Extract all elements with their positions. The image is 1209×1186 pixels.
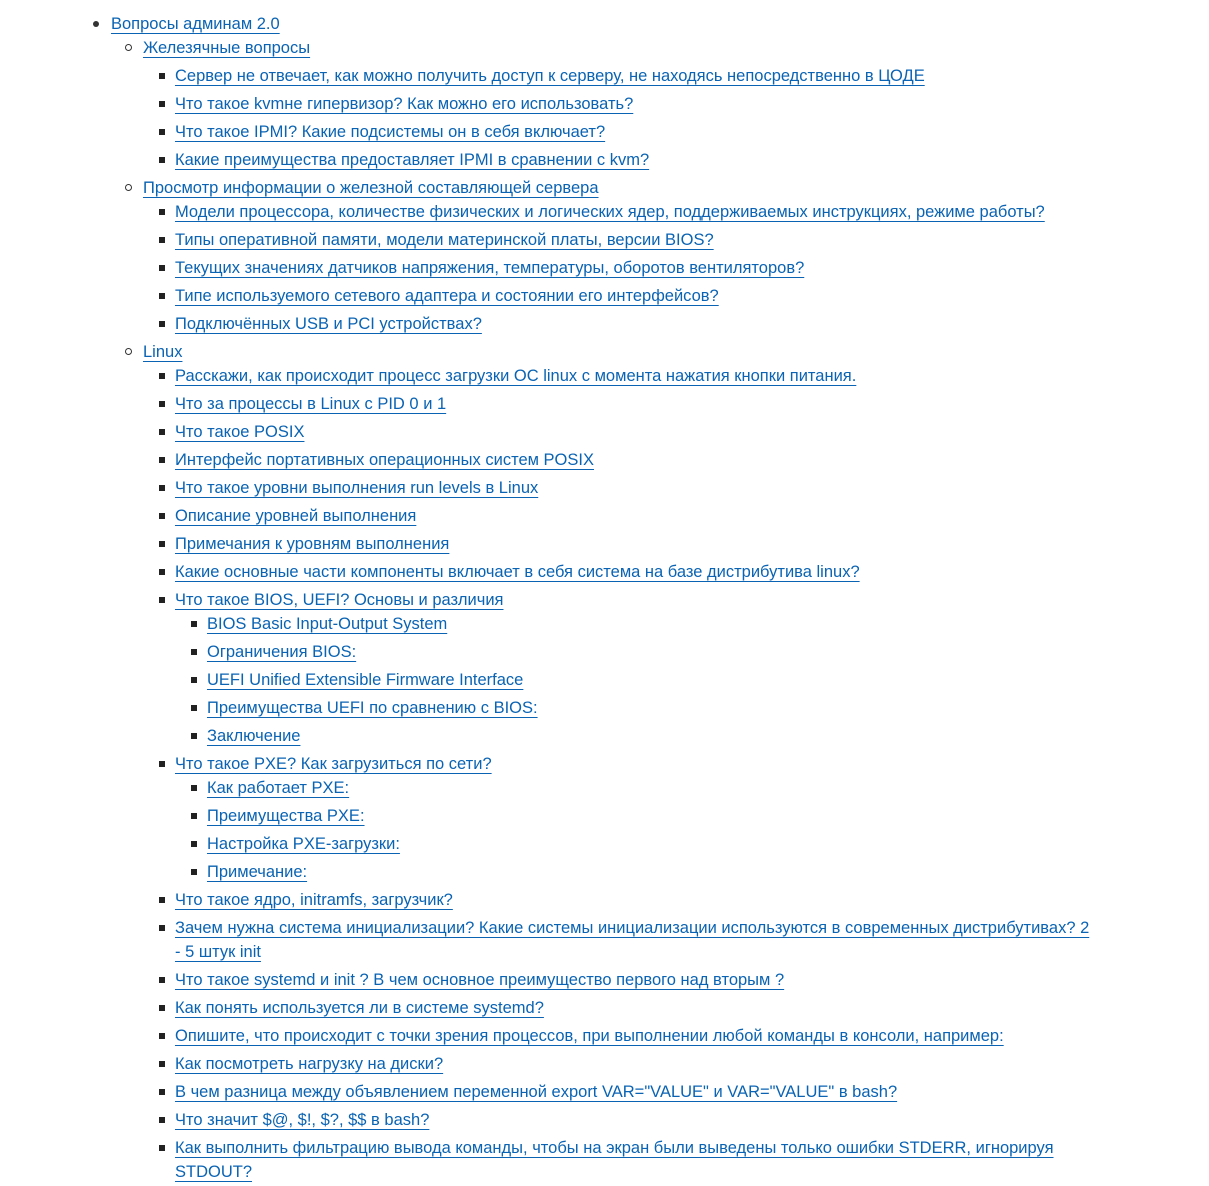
toc-item-link[interactable]: Как понять используется ли в системе systemd? [175,999,544,1017]
toc-item [0,120,1209,144]
toc-subitem [0,696,1209,720]
bullet-square-icon [159,293,165,299]
toc-item [0,256,1209,280]
toc-item-link[interactable]: Подключённых USB и PCI устройствах? [175,315,482,333]
toc-level-4 [0,612,1209,748]
toc-subitem [0,668,1209,692]
toc-item [0,1052,1209,1076]
toc-item-link[interactable]: Какие основные части компоненты включает в себя система на базе дистрибутива linux? [175,563,860,581]
toc-item-link[interactable]: Что такое POSIX [175,423,305,441]
toc-item-link[interactable]: Что такое BIOS, UEFI? Основы и различия [175,591,504,609]
toc-subitem [0,832,1209,856]
toc-item [0,968,1209,992]
toc-item-link[interactable]: Опишите, что происходит с точки зрения процессов, при выполнении любой команды в консоли, например: [175,1027,1004,1045]
bullet-square-icon [159,925,165,931]
bullet-square-icon [159,373,165,379]
bullet-square-icon [159,761,165,767]
bullet-circle-icon [125,348,132,355]
toc-item [0,228,1209,252]
toc-item [0,1108,1209,1132]
toc-item [0,200,1209,224]
toc-item [0,916,1209,964]
bullet-square-icon [159,401,165,407]
toc-section-link[interactable]: Железячные вопросы [143,39,311,57]
toc-level-2 [0,36,1209,1184]
toc-item [0,148,1209,172]
toc-subitem-link[interactable]: Ограничения BIOS: [207,643,357,661]
toc-subitem-link[interactable]: BIOS Basic Input-Output System [207,615,448,633]
toc-level-4 [0,776,1209,884]
bullet-square-icon [159,1089,165,1095]
bullet-square-icon [191,785,197,791]
toc-item [0,560,1209,584]
toc-item-link[interactable]: Что такое уровни выполнения run levels в Linux [175,479,539,497]
toc-item-link[interactable]: Как посмотреть нагрузку на диски? [175,1055,444,1073]
bullet-square-icon [159,513,165,519]
toc-item-link[interactable]: Расскажи, как происходит процесс загрузки ОС linux с момента нажатия кнопки питания. [175,367,857,385]
toc-root-item [0,12,1209,1184]
bullet-square-icon [191,621,197,627]
toc-item [0,476,1209,500]
toc-section-hw-info [0,176,1209,336]
toc-subitem [0,640,1209,664]
toc-item-link[interactable]: Типы оперативной памяти, модели материнской платы, версии BIOS? [175,231,714,249]
toc-item-link[interactable]: Что такое ядро, initramfs, загрузчик? [175,891,453,909]
toc-item [0,1136,1209,1184]
bullet-square-icon [159,101,165,107]
toc-subitem [0,612,1209,636]
toc-subitem [0,804,1209,828]
bullet-square-icon [191,869,197,875]
bullet-square-icon [159,321,165,327]
toc-subitem-link[interactable]: UEFI Unified Extensible Firmware Interface [207,671,524,689]
table-of-contents [0,12,1209,1184]
bullet-square-icon [159,129,165,135]
toc-item-link[interactable]: Что такое PXE? Как загрузиться по сети? [175,755,492,773]
bullet-square-icon [159,485,165,491]
bullet-square-icon [159,569,165,575]
bullet-square-icon [159,897,165,903]
toc-section-link[interactable]: Linux [143,343,183,361]
toc-item [0,504,1209,528]
toc-item-link[interactable]: Что такое kvmне гипервизор? Как можно его использовать? [175,95,634,113]
bullet-square-icon [159,157,165,163]
toc-subitem [0,776,1209,800]
toc-item [0,312,1209,336]
toc-item [0,888,1209,912]
toc-level-3 [0,364,1209,1184]
toc-item [0,64,1209,88]
toc-item [0,364,1209,388]
bullet-square-icon [159,73,165,79]
bullet-square-icon [159,429,165,435]
bullet-square-icon [159,1005,165,1011]
toc-item [0,448,1209,472]
bullet-disc-icon [93,21,99,27]
toc-section-link[interactable]: Просмотр информации о железной составляющей сервера [143,179,599,197]
bullet-square-icon [191,649,197,655]
toc-item-link[interactable]: Что такое IPMI? Какие подсистемы он в себя включает? [175,123,606,141]
toc-item-link[interactable]: Что за процессы в Linux с PID 0 и 1 [175,395,447,413]
bullet-square-icon [159,977,165,983]
toc-level-1 [0,12,1209,1184]
toc-item-pxe [0,752,1209,884]
bullet-square-icon [159,1033,165,1039]
bullet-square-icon [159,1117,165,1123]
bullet-circle-icon [125,184,132,191]
toc-item [0,1024,1209,1048]
toc-item [0,420,1209,444]
toc-subitem [0,724,1209,748]
toc-subitem-link[interactable]: Как работает PXE: [207,779,350,797]
toc-level-3 [0,200,1209,336]
toc-subitem-link[interactable]: Преимущества UEFI по сравнению с BIOS: [207,699,538,717]
bullet-square-icon [191,705,197,711]
toc-item-link[interactable]: Типе используемого сетевого адаптера и состоянии его интерфейсов? [175,287,719,305]
bullet-square-icon [159,597,165,603]
toc-item-link[interactable]: Что значит $@, $!, $?, $$ в bash? [175,1111,430,1129]
toc-subitem-link[interactable]: Заключение [207,727,301,745]
toc-item [0,284,1209,308]
toc-item [0,392,1209,416]
toc-section-hardware [0,36,1209,172]
bullet-circle-icon [125,44,132,51]
toc-item [0,996,1209,1020]
toc-item-link[interactable]: Что такое systemd и init ? В чем основное преимущество первого над вторым ? [175,971,785,989]
toc-item-link[interactable]: Какие преимущества предоставляет IPMI в сравнении с kvm? [175,151,650,169]
bullet-square-icon [191,733,197,739]
toc-level-3 [0,64,1209,172]
bullet-square-icon [159,265,165,271]
bullet-square-icon [191,677,197,683]
toc-item-link[interactable]: В чем разница между объявлением переменной export VAR="VALUE" и VAR="VALUE" в bash? [175,1083,898,1101]
toc-item-link[interactable]: Текущих значениях датчиков напряжения, температуры, оборотов вентиляторов? [175,259,805,277]
toc-item-link[interactable]: Сервер не отвечает, как можно получить доступ к серверу, не находясь непосредственно в ЦОДЕ [175,67,925,85]
toc-item-bios [0,588,1209,748]
toc-section-linux [0,340,1209,1184]
bullet-square-icon [191,813,197,819]
bullet-square-icon [159,1061,165,1067]
toc-subitem [0,860,1209,884]
toc-subitem-link[interactable]: Примечание: [207,863,308,881]
toc-item-link[interactable]: Модели процессора, количестве физических и логических ядер, поддерживаемых инструкциях, режиме работы? [175,203,1045,221]
bullet-square-icon [159,237,165,243]
toc-item-link[interactable]: Интерфейс портативных операционных систем POSIX [175,451,594,469]
toc-item [0,1080,1209,1104]
toc-subitem-link[interactable]: Настройка PXE-загрузки: [207,835,400,853]
toc-item-link[interactable]: Как выполнить фильтрацию вывода команды, чтобы на экран были выведены только ошибки STDERR, игнорируя STDOUT? [175,1139,1054,1181]
toc-item-link[interactable]: Примечания к уровням выполнения [175,535,450,553]
bullet-square-icon [159,457,165,463]
toc-subitem-link[interactable]: Преимущества PXE: [207,807,365,825]
bullet-square-icon [159,1145,165,1151]
toc-item-link[interactable]: Описание уровней выполнения [175,507,417,525]
toc-item [0,532,1209,556]
toc-root-link[interactable]: Вопросы админам 2.0 [111,15,280,33]
toc-item-link[interactable]: Зачем нужна система инициализации? Какие системы инициализации используются в современных дистрибутивах? 2 - 5 штук init [175,919,1090,961]
bullet-square-icon [191,841,197,847]
toc-item [0,92,1209,116]
bullet-square-icon [159,541,165,547]
bullet-square-icon [159,209,165,215]
